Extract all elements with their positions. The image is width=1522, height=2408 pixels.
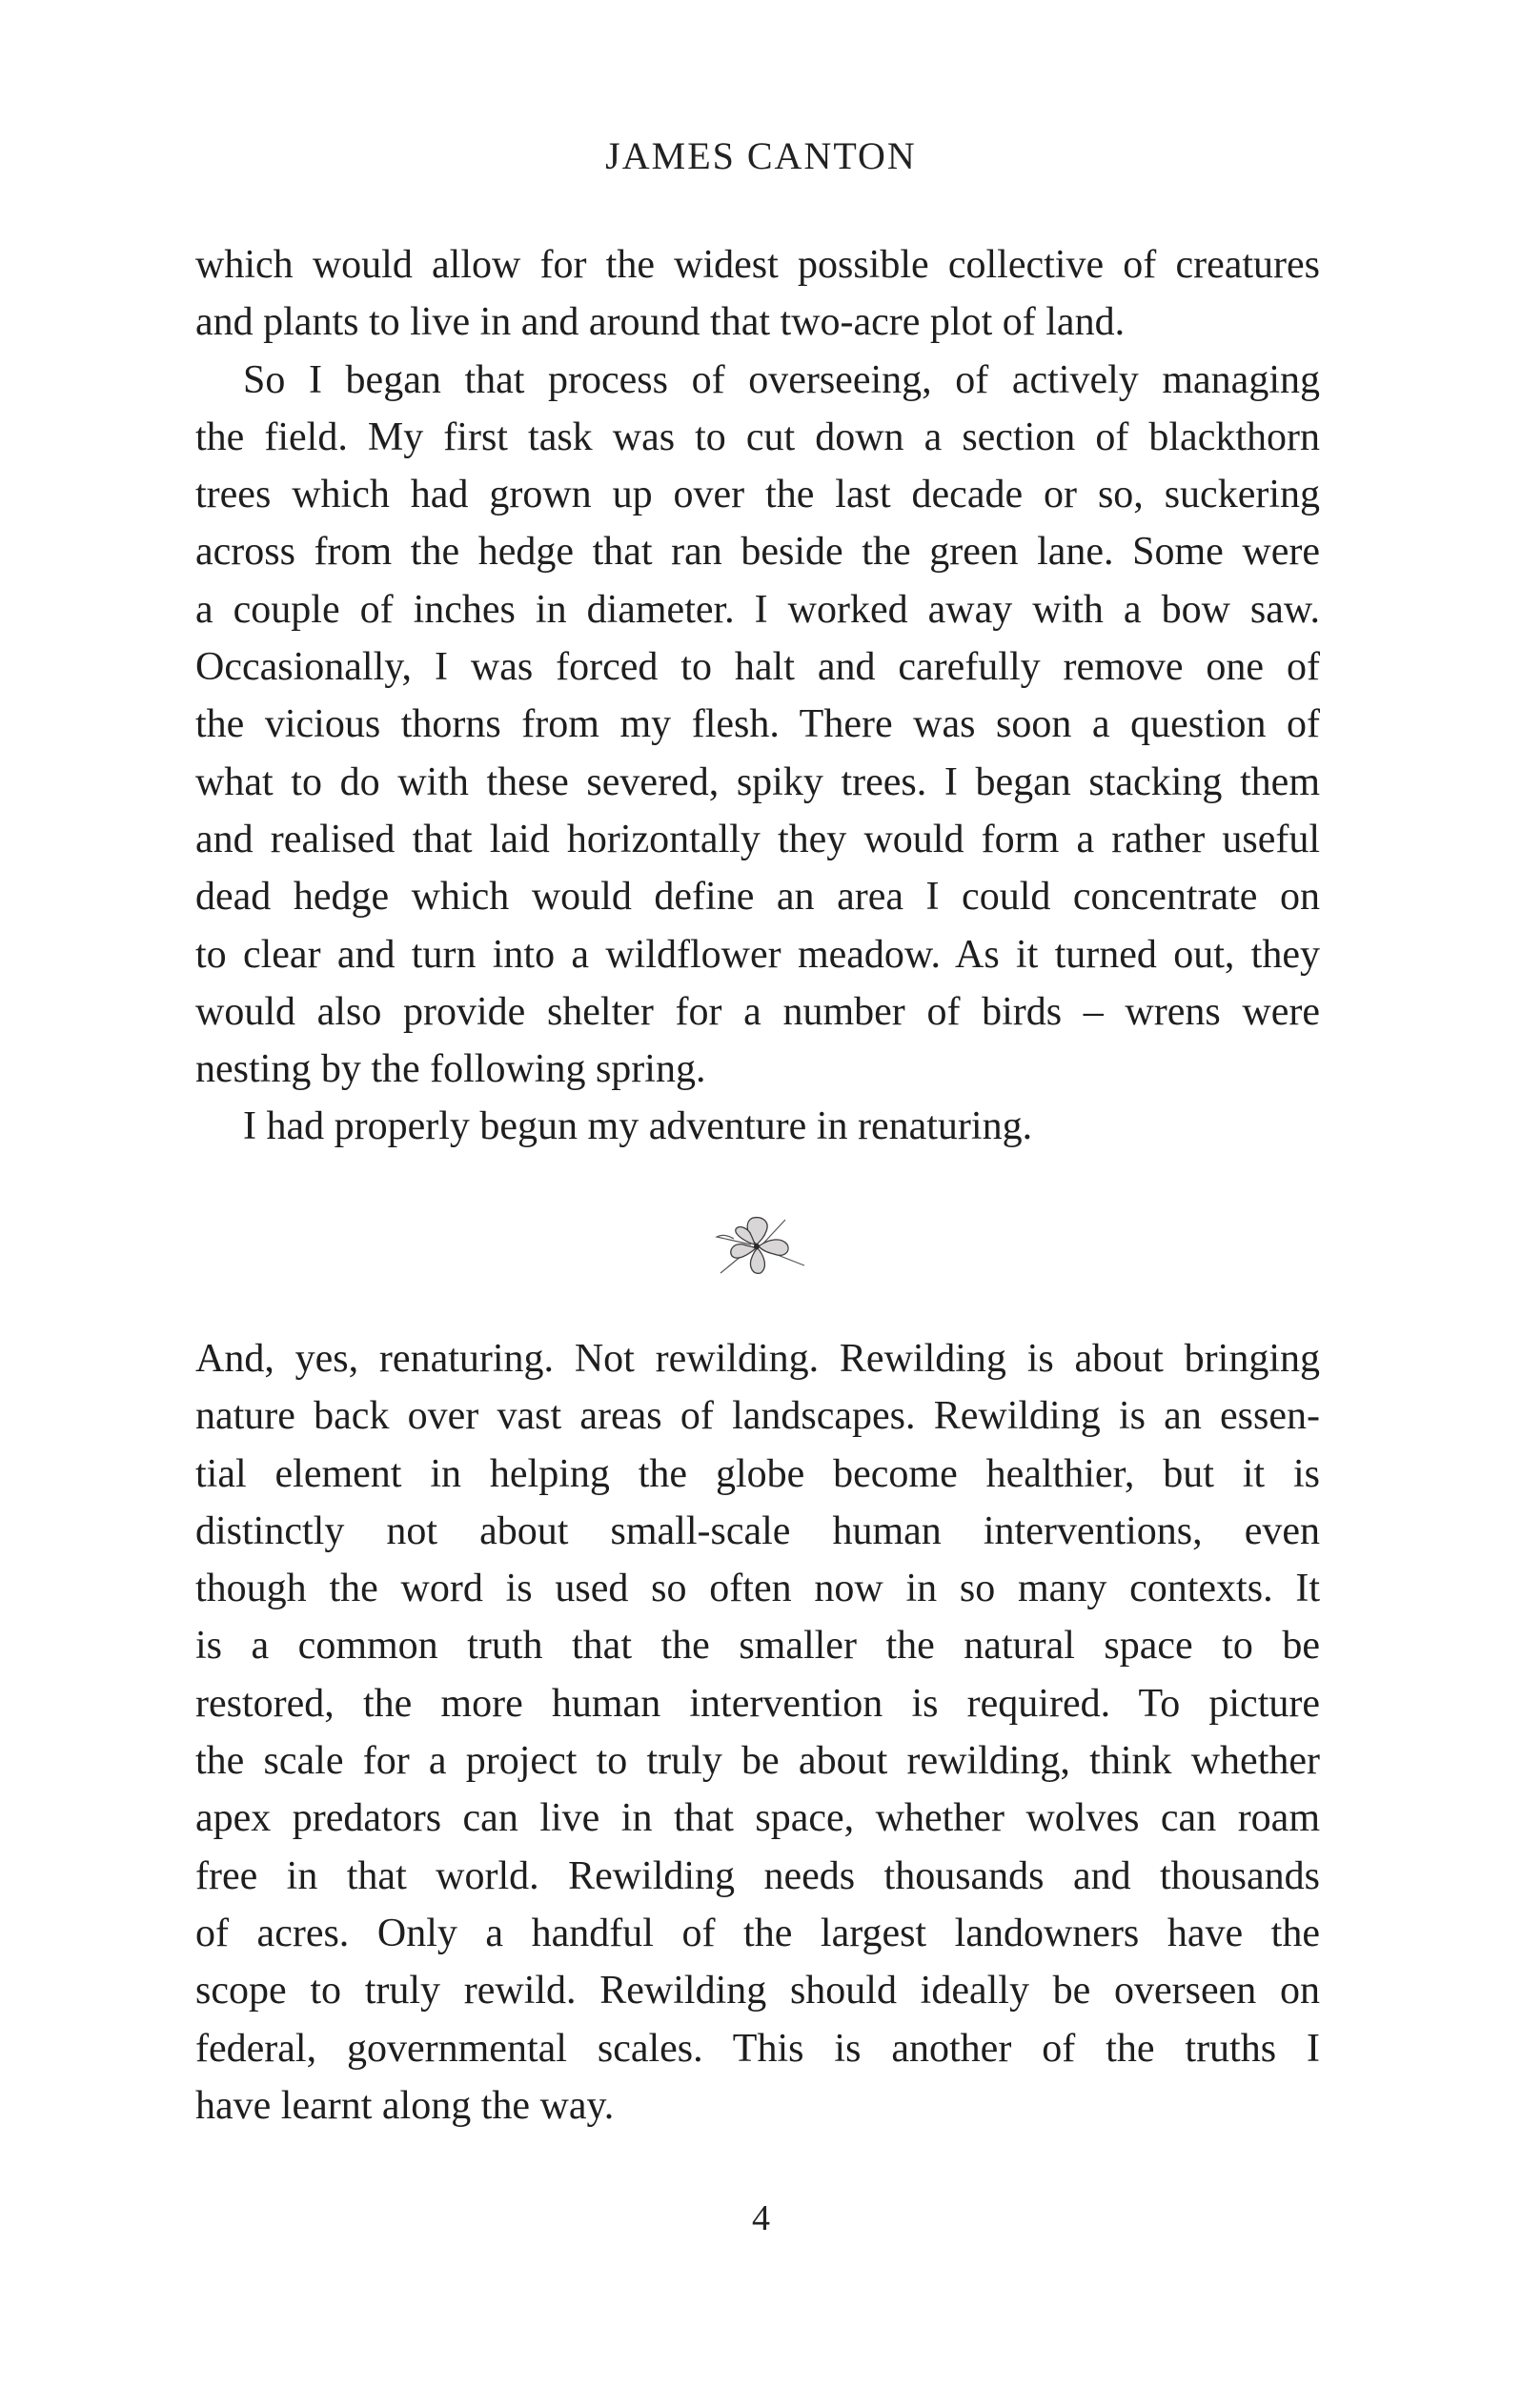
text-line: what to do with these severed, spiky trees. I began stacking them (195, 759, 1320, 804)
flower-ornament-icon (705, 1208, 812, 1281)
text-line: which would allow for the widest possible collective of creatures (195, 243, 1320, 287)
text-line: to clear and turn into a wildflower meadow. As it turned out, they (195, 932, 1320, 977)
text-line: I had properly begun my adventure in renaturing. (243, 1104, 1033, 1149)
text-line: the vicious thorns from my flesh. There was soon a question of (195, 702, 1320, 747)
page-number: 4 (752, 2198, 770, 2238)
text-line: dead hedge which would define an area I could concentrate on (195, 875, 1320, 920)
text-line: federal, governmental scales. This is another of the truths I (195, 2026, 1320, 2071)
text-line: the field. My first task was to cut down a section of blackthorn (195, 415, 1320, 459)
text-line: free in that world. Rewilding needs thousands and thousands (195, 1853, 1320, 1898)
text-line: tial element in helping the globe become healthier, but it is (195, 1451, 1320, 1496)
text-line: nesting by the following spring. (195, 1047, 706, 1092)
text-line: and plants to live in and around that two-acre plot of land. (195, 300, 1126, 345)
text-line: have learnt along the way. (195, 2083, 615, 2128)
text-line: of acres. Only a handful of the largest landowners have the (195, 1911, 1320, 1955)
text-line: scope to truly rewild. Rewilding should ideally be overseen on (195, 1969, 1320, 2013)
text-line: is a common truth that the smaller the natural space to be (195, 1624, 1320, 1669)
text-line: the scale for a project to truly be about rewilding, think whether (195, 1739, 1320, 1784)
text-line: and realised that laid horizontally they would form a rather useful (195, 817, 1320, 861)
text-line: a couple of inches in diameter. I worked away with a bow saw. (195, 587, 1320, 632)
text-line: And, yes, renaturing. Not rewilding. Rewilding is about bringing (195, 1337, 1320, 1381)
text-line: restored, the more human intervention is required. To picture (195, 1681, 1320, 1726)
text-line: nature back over vast areas of landscapes. Rewilding is an essen- (195, 1394, 1320, 1439)
text-line: distinctly not about small-scale human interventions, even (195, 1508, 1320, 1553)
text-line: apex predators can live in that space, whether wolves can roam (195, 1796, 1320, 1841)
text-line: across from the hedge that ran beside the green lane. Some were (195, 530, 1320, 575)
section-1-text (195, 236, 1320, 1156)
text-line: would also provide shelter for a number of birds – wrens were (195, 989, 1320, 1034)
text-line: trees which had grown up over the last decade or so, suckering (195, 473, 1320, 517)
text-line: though the word is used so often now in so many contexts. It (195, 1567, 1320, 1611)
running-head: JAMES CANTON (605, 134, 917, 177)
section-2-text (195, 1330, 1320, 2135)
text-line: So I began that process of overseeing, of actively managing (243, 357, 1320, 402)
text-line: Occasionally, I was forced to halt and carefully remove one of (195, 645, 1320, 690)
